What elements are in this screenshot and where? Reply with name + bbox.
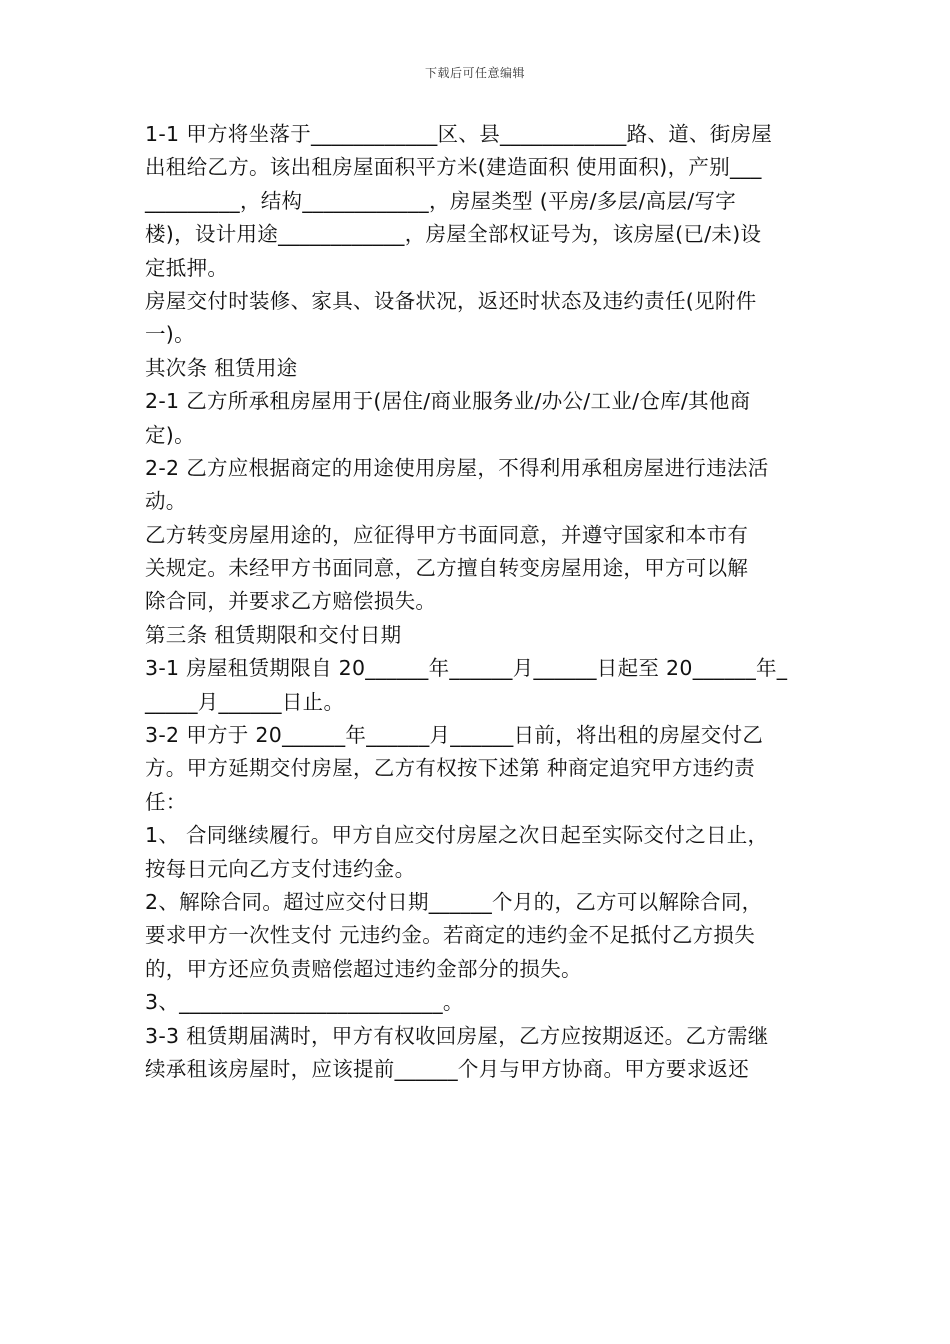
text-line: 房屋交付时装修、家具、设备状况，返还时状态及违约责任(见附件 [145,288,757,313]
text-line: 3-1 房屋租赁期限自 20______年______月______日起至 20______年_ [145,656,788,681]
text-line: 按每日元向乙方支付违约金。 [145,856,416,881]
text-line: 3-2 甲方于 20______年______月______日前，将出租的房屋交付乙 [145,723,764,748]
text-line: _________，结构____________，房屋类型 (平房/多层/高层/写字 [145,188,737,213]
text-line: 的，甲方还应负责赔偿超过违约金部分的损失。 [145,956,582,981]
text-line: _____月______日止。 [145,689,345,714]
text-line: 任： [145,789,187,814]
text-line: 动。 [145,489,187,514]
text-line: 续承租该房屋时，应该提前______个月与甲方协商。甲方要求返还 [145,1056,750,1081]
text-line: 关规定。未经甲方书面同意，乙方擅自转变房屋用途，甲方可以解 [145,556,749,581]
text-line: 定抵押。 [145,255,229,280]
text-line: 定)。 [145,422,195,447]
text-line: 1、 合同继续履行。甲方自应交付房屋之次日起至实际交付之日止， [145,823,769,848]
text-line: 2、解除合同。超过应交付日期______个月的，乙方可以解除合同， [145,889,763,914]
text-line: 1-1 甲方将坐落于____________区、县____________路、道、街房屋 [145,122,773,146]
section-heading: 第三条 租赁期限和交付日期 [145,622,402,647]
text-line: 2-1 乙方所承租房屋用于(居住/商业服务业/办公/工业/仓库/其他商 [145,389,751,414]
text-line: 2-2 乙方应根据商定的用途使用房屋，不得利用承租房屋进行违法活 [145,455,769,480]
text-line: 方。甲方延期交付房屋，乙方有权按下述第 种商定追究甲方违约责 [145,756,756,781]
text-line: 要求甲方一次性支付 元违约金。若商定的违约金不足抵付乙方损失 [145,923,756,948]
text-line: 一)。 [145,322,195,347]
text-line: 3-3 租赁期届满时，甲方有权收回房屋，乙方应按期返还。乙方需继 [145,1023,769,1048]
text-line: 楼)，设计用途____________，房屋全部权证号为，该房屋(已/未)设 [145,222,762,247]
document-body [145,118,815,1086]
text-line: 出租给乙方。该出租房屋面积平方米(建造面积 使用面积)，产别___ [145,155,762,180]
text-line: 3、_________________________。 [145,990,464,1015]
page-header: 下载后可任意编辑 [424,66,525,80]
section-heading: 其次条 租赁用途 [145,355,298,380]
text-line: 乙方转变房屋用途的，应征得甲方书面同意，并遵守国家和本市有 [145,522,749,547]
text-line: 除合同，并要求乙方赔偿损失。 [145,589,437,614]
